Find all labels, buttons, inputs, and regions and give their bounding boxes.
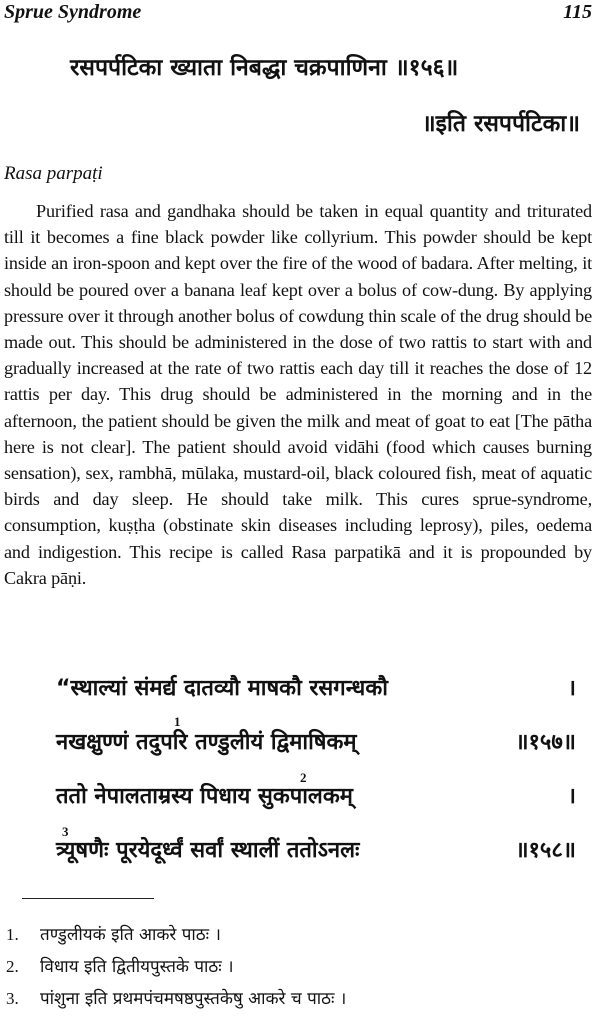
- footnote-divider: [22, 898, 154, 899]
- footnote: [6, 986, 596, 1018]
- footnote-text: पांशुना इति प्रथमपंचमषष्ठपुस्तकेषु आकरे च पाठः ।: [40, 989, 347, 1009]
- verse-text: नखक्षुण्णं तदुपरि तण्डुलीयं द्विमाषिकम्: [56, 730, 357, 755]
- verse-text: ततो नेपालताम्रस्य पिधाय सुकपालकम्: [56, 784, 353, 809]
- footnote-number: 2.: [6, 957, 19, 976]
- page-number: 115: [563, 1, 592, 23]
- running-title: Sprue Syndrome: [4, 1, 142, 23]
- page-header: [0, 0, 600, 28]
- verse-line: [56, 768, 576, 822]
- footnote-marker: 3: [62, 824, 69, 839]
- body-paragraph-container: [4, 198, 592, 591]
- verse-end: ॥१५८॥: [515, 838, 576, 863]
- footnote: [6, 954, 596, 986]
- verse-end: ।: [567, 676, 576, 701]
- verse-line: [56, 660, 576, 714]
- verse-text: “स्थाल्यां संमर्द्य दातव्यौ माषकौ रसगन्धकौ: [56, 676, 388, 701]
- verse-end: ।: [567, 784, 576, 809]
- footnote-marker: 2: [300, 770, 307, 785]
- verse-block: [56, 660, 576, 876]
- verse-text: त्र्यूषणैः पूरयेदूर्ध्वं सर्वां स्थालीं ततोऽनलः: [56, 838, 360, 863]
- footnote-marker: 1: [174, 714, 181, 729]
- footnote-text: विधाय इति द्वितीयपुस्तके पाठः ।: [40, 957, 234, 977]
- verse-line: [56, 714, 576, 768]
- footnote-text: तण्डुलीयकं इति आकरे पाठः ।: [40, 925, 221, 945]
- body-paragraph: Purified rasa and gandhaka should be taken in equal quantity and triturated till it becomes a fine black powder like collyrium. This powder should be kept inside an iron-spoon and kept over the fire of the wood of badara. After melting, it should be poured over a banana leaf kept over a bolus of cow-dung. By applying pressure over it through another bolus of cowdung thin scale of the drug should be made out. This should be administered in the dose of two rattis to start with and gradually increased at the rate of two rattis each day till it reaches the dose of 12 rattis per day. This drug should be administered in the morning and in the afternoon, the patient should be given the milk and meat of goat to eat [The pātha here is not clear]. The patient should avoid vidāhi (food which causes burning sensation), sex, rambhā, mūlaka, mustard-oil, black coloured fish, meat of aquatic birds and day sleep. He should take milk. This cures sprue-syndrome, consumption, kuṣṭha (obstinate skin diseases including leprosy), piles, oedema and indigestion. This recipe is called Rasa parpatikā and it is propounded by Cakra pāṇi.: [4, 201, 592, 588]
- footnote: [6, 922, 596, 954]
- colophon: ॥इति रसपर्पटिका॥: [421, 111, 580, 137]
- footnote-number: 1.: [6, 925, 19, 944]
- section-title: Rasa parpaṭi: [4, 163, 103, 184]
- verse-line: [56, 822, 576, 876]
- footnotes: [6, 922, 596, 1018]
- verse-end: ॥१५७॥: [515, 730, 576, 755]
- footnote-number: 3.: [6, 989, 19, 1008]
- verse-156: रसपर्पटिका ख्याता निबद्धा चक्रपाणिना ॥१५६॥: [70, 55, 459, 81]
